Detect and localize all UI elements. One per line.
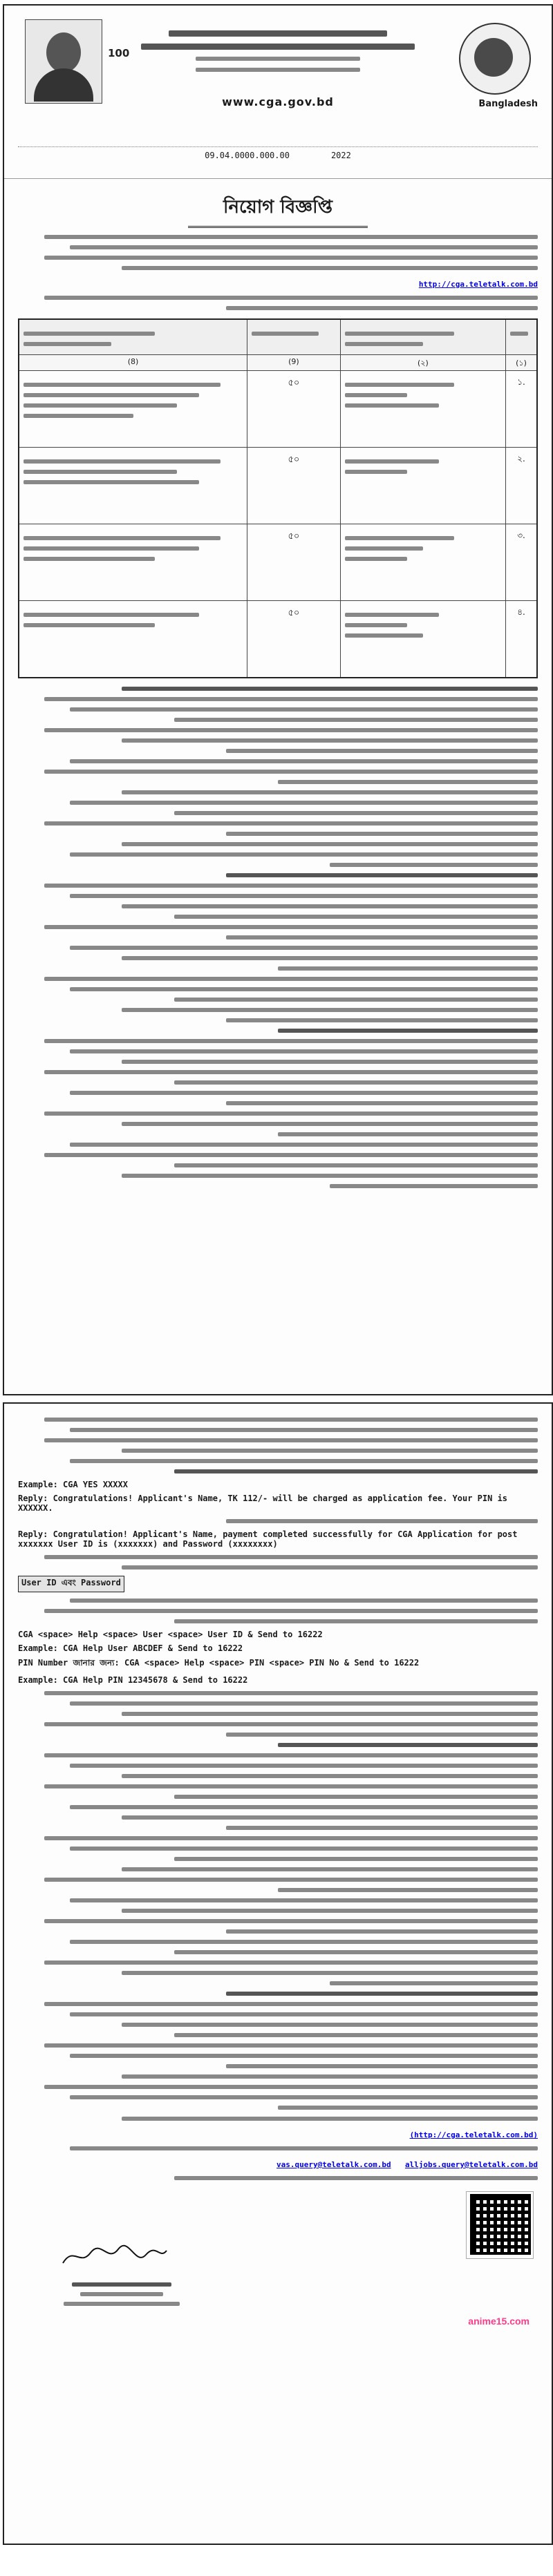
sms-help-user: CGA <space> Help <space> User <space> User ID & Send to 16222 <box>18 1630 323 1639</box>
signature-image <box>59 2242 170 2270</box>
golden-jubilee-emblem-icon <box>459 23 531 95</box>
table-row: ৫০ ৩. <box>19 524 536 600</box>
conditions-section <box>18 687 538 1188</box>
post-table <box>18 318 538 678</box>
table-row: ৫০ ১. <box>19 370 536 447</box>
portrait-badge: 100 <box>108 47 130 59</box>
office-website: www.cga.gov.bd <box>222 95 334 108</box>
contact-section <box>18 2117 538 2180</box>
notice-page-2 <box>3 1402 553 2545</box>
alljobs-email-link[interactable]: alljobs.query@teletalk.com.bd <box>404 2160 538 2169</box>
support-email-link[interactable]: vas.query@teletalk.com.bd <box>276 2160 391 2169</box>
sms-help-user-example: Example: CGA Help User ABCDEF & Send to 16222 <box>18 1643 243 1653</box>
signature-block <box>18 2194 538 2332</box>
sms-confirm-example: Example: CGA YES XXXXX <box>18 1480 128 1489</box>
qr-code-icon[interactable] <box>470 2194 531 2255</box>
post-table-column-numbers: (8) (9) (২) (১) <box>19 354 536 370</box>
application-site-link[interactable]: http://cga.teletalk.com.bd <box>418 280 538 289</box>
watermark: anime15.com <box>468 2316 529 2327</box>
table-row: ৫০ ২. <box>19 447 536 524</box>
sms-reply-2: Reply: Congratulation! Applicant's Name, payment completed successfully for CGA Application for post xxxxxxx User ID is (xxxxxxx) and Password (xxxxxxxx) <box>18 1529 518 1549</box>
memo-number: 09.04.0000.000.00 2022 <box>205 151 351 160</box>
post-table-header <box>19 320 536 354</box>
sms-help-pin-example: Example: CGA Help PIN 12345678 & Send to 16222 <box>18 1675 248 1685</box>
intro-paragraph <box>18 235 538 310</box>
user-password-label: User ID এবং Password <box>18 1576 124 1592</box>
notice-header <box>4 6 552 179</box>
table-row: ৫০ ৪. <box>19 600 536 677</box>
sms-help-pin: PIN Number জানার জন্য: CGA <space> Help <space> PIN <space> PIN No & Send to 16222 <box>18 1658 420 1668</box>
notice-page-1 <box>3 4 553 1395</box>
sms-reply-1: Reply: Congratulations! Applicant's Name, TK 112/- will be charged as application fee. Your PIN is XXXXXX. <box>18 1494 508 1513</box>
notice-title: নিয়োগ বিজ্ঞপ্তি <box>188 193 368 228</box>
memo-line <box>18 137 538 147</box>
emblem-caption: Bangladesh <box>478 99 538 109</box>
application-process-section <box>18 1418 538 2110</box>
application-site-link-2[interactable]: (http://cga.teletalk.com.bd) <box>409 2130 538 2139</box>
